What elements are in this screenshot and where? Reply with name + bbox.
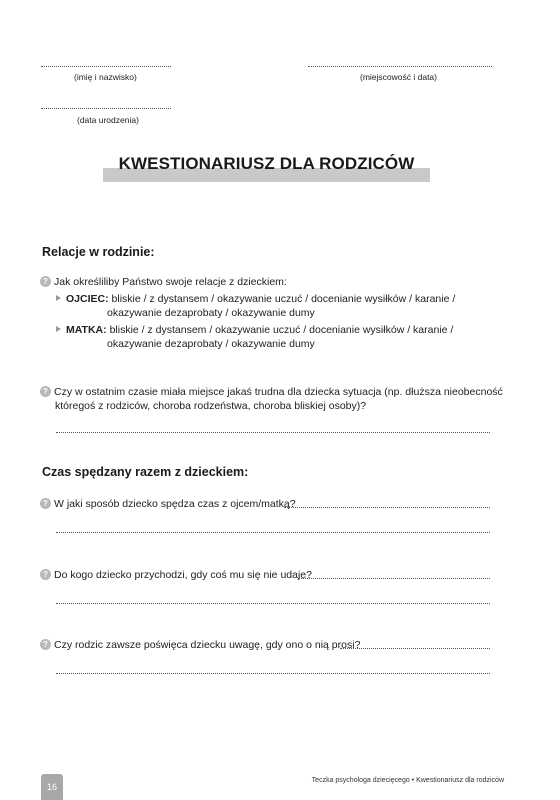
section-heading-time-together: Czas spędzany razem z dzieckiem: [42,465,249,479]
question-icon: ? [40,498,51,509]
name-field-line[interactable] [41,66,171,67]
birth-date-field-line[interactable] [41,108,171,109]
question-time-with-parent-text: W jaki sposób dziecko spędza czas z ojcem/matką? [54,498,296,510]
answer-line-difficult-situation[interactable] [56,432,490,433]
answer-line-parent-attention-1[interactable] [340,648,490,649]
father-options-1[interactable]: bliskie / z dystansem / okazywanie uczuć / docenianie wysiłków / karanie / [111,293,456,305]
question-relations [40,275,287,290]
triangle-bullet-icon [56,295,61,301]
question-icon: ? [40,276,51,287]
birth-date-caption: (data urodzenia) [77,115,139,125]
answer-line-who-child-comes-to-1[interactable] [298,578,490,579]
question-icon: ? [40,386,51,397]
answer-line-who-child-comes-to-2[interactable] [56,603,490,604]
name-caption: (imię i nazwisko) [74,72,137,82]
section-heading-family-relations: Relacje w rodzinie: [42,245,155,259]
answer-line-time-with-parent-1[interactable] [284,507,490,508]
question-who-child-comes-to-text: Do kogo dziecko przychodzi, gdy coś mu się nie udaje? [54,569,312,581]
footer-text: Teczka psychologa dziecięcego • Kwestionariusz dla rodziców [311,777,504,784]
page-title: KWESTIONARIUSZ DLA RODZICÓW [118,154,415,173]
page-number: 16 [41,774,63,800]
question-parent-attention [40,638,360,653]
question-icon: ? [40,569,51,580]
mother-option-line2[interactable]: okazywanie dezaprobaty / okazywanie dumy [107,338,315,350]
question-relations-text: Jak określiliby Państwo swoje relacje z dzieckiem: [54,276,287,288]
answer-line-parent-attention-2[interactable] [56,673,490,674]
father-option-line2[interactable]: okazywanie dezaprobaty / okazywanie dumy [107,307,315,319]
question-who-child-comes-to [40,568,312,583]
question-parent-attention-text: Czy rodzic zawsze poświęca dziecku uwagę, gdy ono o nią prosi? [54,639,361,651]
triangle-bullet-icon [56,326,61,332]
father-label: OJCIEC: [66,293,109,305]
question-difficult-situation [40,385,503,400]
answer-line-time-with-parent-2[interactable] [56,532,490,533]
mother-label: MATKA: [66,324,107,336]
place-date-caption: (miejscowość i data) [360,72,437,82]
father-option-line1 [56,292,455,307]
question-icon: ? [40,639,51,650]
question-time-with-parent [40,497,296,512]
question-difficult-situation-line2: któregoś z rodziców, choroba rodzeństwa, choroba bliskiej osoby)? [55,400,367,412]
mother-option-line1 [56,323,453,338]
question-difficult-situation-line1: Czy w ostatnim czasie miała miejsce jakaś trudna dla dziecka sytuacja (np. dłuższa nieobecność [54,386,503,398]
place-date-field-line[interactable] [308,66,492,67]
mother-options-1[interactable]: bliskie / z dystansem / okazywanie uczuć / docenianie wysiłków / karanie / [109,324,454,336]
